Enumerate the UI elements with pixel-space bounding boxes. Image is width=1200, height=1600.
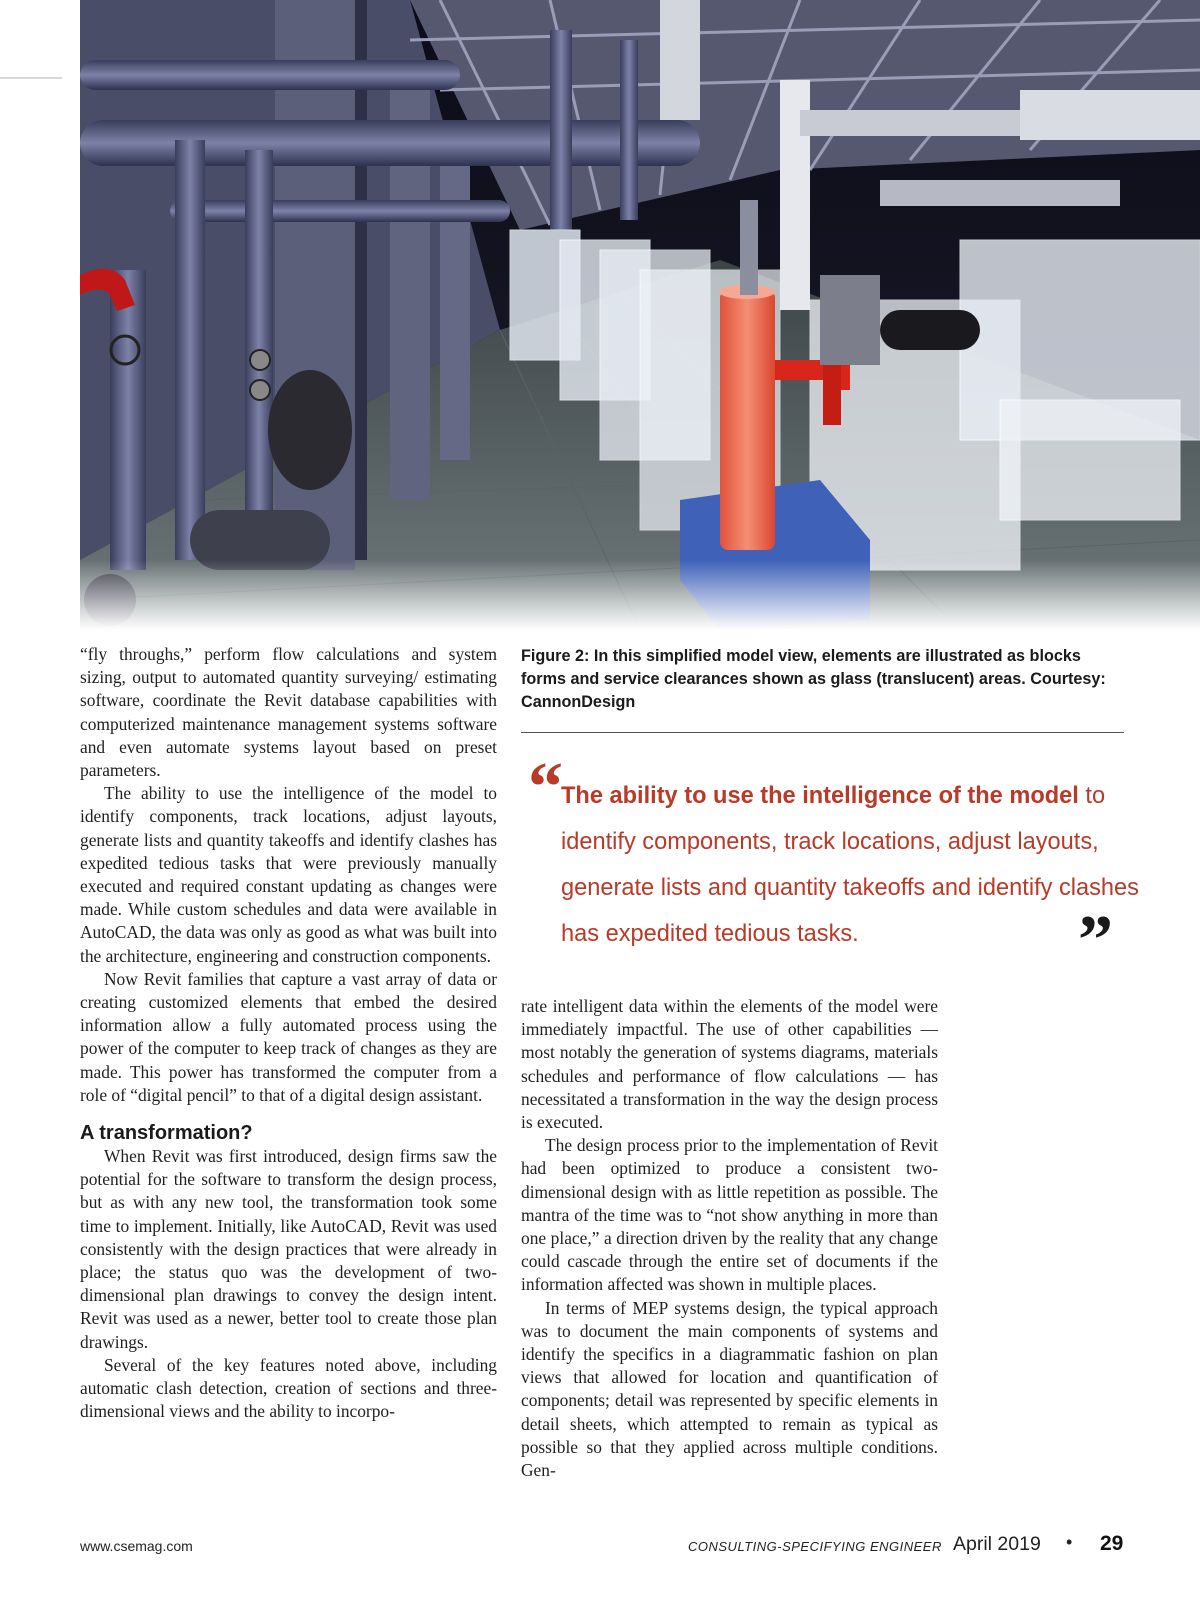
paragraph: The ability to use the intelligence of the model to identify components, track locations, adjust layouts, generate lists and quantity takeoffs and identify clashes has expedited tedious tasks that were previously manually executed and required constant updating as changes were made. While custom schedules and data were available in AutoCAD, the data was only as good as what was built into the architecture, engineering and construction components. [80,783,497,966]
paragraph: Several of the key features noted above, including automatic clash detection, creation of sections and three-dimensional views and the ability to incorpo- [80,1354,497,1422]
paragraph: “fly throughs,” perform flow calculations and system sizing, output to automated quantity surveying/ estimating software, coordinate the Revit database capabilities with computerized maintenance management systems software and even automate systems layout based on preset parameters. [80,644,497,781]
left-column [80,643,497,1424]
paragraph: In terms of MEP systems design, the typical approach was to document the main components of systems and identify the specifics in a diagrammatic fashion on plan views that allowed for location and quantification of components; detail was represented by specific elements in detail sheets, which attempted to remain as typical as possible so that they applied across multiple conditions. Gen- [521,1297,938,1481]
main-pipe-horizontal [80,120,700,166]
expansion-tank [268,370,352,490]
edge-rule [0,77,62,79]
footer-bullet: • [1066,1532,1073,1552]
paragraph: When Revit was first introduced, design firms saw the potential for the software to transform the design process, but as with any new tool, the transformation took some time to implement. Initially, like AutoCAD, Revit was used consistently with the design practices that were already in place; the status quo was the development of two-dimensional plan drawings to convey the design intent. Revit was used as a newer, better tool to create those plan drawings. [80,1146,497,1352]
paragraph: Now Revit families that capture a vast array of data or creating customized elements that embed the desired information allow a fully automated process using the power of the computer to keep track of changes as they are made. This power has transformed the computer from a role of “digital pencil” to that of a digital design assistant. [80,968,497,1105]
pull-quote [561,773,1161,957]
pull-quote-lead: The ability to use the intelligence of the model [561,783,1079,809]
footer-url: www.csemag.com [80,1538,193,1554]
footer-magazine-name: CONSULTING-SPECIFYING ENGINEER [688,1539,942,1554]
revit-model-illustration [80,0,1200,630]
vertical-pipe-1 [110,270,146,570]
close-quote-icon: ” [1078,902,1113,979]
middle-column [521,995,938,1482]
section-heading: A transformation? [80,1122,253,1145]
open-quote-icon: “ [528,749,563,826]
storage-cylinder [880,310,980,350]
vertical-pipe-2 [175,140,205,560]
paragraph: rate intelligent data within the elements of the model were immediately impactful. The use of other capabilities — most notably the generation of systems diagrams, materials schedules and performance of flow calculations — has necessitated a transformation in the way the design process is executed. [521,996,938,1133]
paragraph: The design process prior to the implementation of Revit had been optimized to produce a consistent two-dimensional design with as little repetition as possible. The mantra of the time was to “not show anything in more than one place,” a direction driven by the reality that any change could cascade through the entire set of documents if the information affected was shown in multiple places. [521,1135,938,1295]
caption-divider [521,732,1124,733]
figure-caption: Figure 2: In this simplified model view, elements are illustrated as blocks forms and service clearances shown as glass (translucent) areas. Courtesy: CannonDesign [521,647,1106,711]
upper-pipe [80,60,460,90]
figure-model-render [80,0,1200,630]
page-number: 29 [1100,1532,1124,1555]
footer-date: April 2019 [953,1533,1041,1555]
boiler-tank [720,290,775,550]
air-separator [820,275,880,365]
flue-pipe [740,200,758,295]
pull-quote-rest: to identify components, track locations, adjust layouts, generate lists and quantity takeoffs and identify clashes has expedited tedious tasks. [561,783,1139,947]
